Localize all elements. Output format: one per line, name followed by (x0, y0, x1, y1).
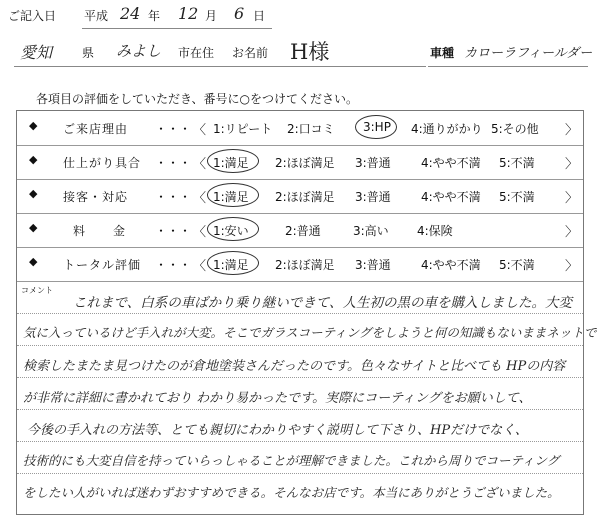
diamond-bullet-icon: ◆ (29, 187, 38, 200)
row-label: 接客・対応 (63, 190, 129, 204)
comment-line: 検索したまたま見つけたのが倉地塗装さんだったのです。色々なサイトと比べても HPの内容 (23, 359, 566, 374)
car-label: 車種 (430, 46, 455, 60)
comment-rule (17, 345, 583, 346)
row-label: 仕上がり具合 (63, 156, 142, 170)
option[interactable]: 4:通りがかり (411, 122, 483, 136)
name-label: お名前 (232, 46, 269, 60)
close-bracket: 〉 (565, 157, 579, 172)
comment-rule (17, 441, 583, 442)
close-bracket: 〉 (565, 191, 579, 206)
option[interactable]: 5:不満 (499, 156, 535, 170)
prefecture-unit: 県 (82, 46, 95, 60)
open-bracket: 〈 (193, 157, 207, 172)
selection-circle (207, 217, 259, 241)
era-label: 平成 (84, 9, 109, 23)
comment-rule (17, 377, 583, 378)
comment-rule (17, 473, 583, 474)
evaluation-box (16, 110, 597, 515)
option-selected[interactable]: 1:安い (213, 224, 249, 238)
selection-circle (207, 149, 259, 173)
option[interactable]: 2:ほぼ満足 (275, 156, 335, 170)
option[interactable]: 3:普通 (355, 156, 391, 170)
day-value: 6 (234, 4, 245, 23)
selection-circle (355, 115, 397, 139)
row-label: ご来店理由 (63, 122, 129, 136)
open-bracket: 〈 (193, 123, 207, 138)
comment-line: 技術的にも大変自信を持っていらっしゃることが理解できました。これから周りでコーティング (23, 453, 560, 468)
open-bracket: 〈 (193, 225, 207, 240)
option[interactable]: 3:普通 (355, 190, 391, 204)
option[interactable]: 4:やや不満 (421, 190, 481, 204)
option-selected[interactable]: 1:満足 (213, 258, 249, 272)
open-bracket: 〈 (193, 259, 207, 274)
option[interactable]: 4:保険 (417, 224, 453, 238)
row-label: 料 金 (73, 224, 134, 238)
row-label: トータル評価 (63, 258, 142, 272)
row-dots: ・・・ (155, 122, 192, 136)
option[interactable]: 2:ほぼ満足 (275, 190, 335, 204)
option[interactable]: 2:口コミ (287, 122, 335, 136)
prefecture-value: 愛知 (20, 43, 53, 62)
open-bracket: 〈 (193, 191, 207, 206)
close-bracket: 〉 (565, 123, 579, 138)
option[interactable]: 1:リピート (213, 122, 273, 136)
option-selected[interactable]: 3:HP (363, 120, 391, 134)
row-dots: ・・・ (155, 224, 192, 238)
option-selected[interactable]: 1:満足 (213, 156, 249, 170)
close-bracket: 〉 (565, 225, 579, 240)
close-bracket: 〉 (565, 259, 579, 274)
comment-line: 今後の手入れの方法等、とても親切にわかりやすく説明して下さり、HPだけでなく、 (27, 423, 528, 438)
diamond-bullet-icon: ◆ (29, 119, 38, 132)
comment-line: これまで、白系の車ばかり乗り継いできて、人生初の黒の車を購入しました。大変 (73, 295, 572, 311)
year-value: 24 (120, 4, 141, 23)
option[interactable]: 4:やや不満 (421, 258, 481, 272)
row-customer-service (17, 179, 583, 214)
day-unit: 日 (253, 9, 266, 23)
selection-circle (207, 251, 259, 275)
comment-line: をしたい人がいれば迷わずおすすめできる。そんなお店です。本当にありがとうございました。 (23, 485, 560, 500)
option[interactable]: 4:やや不満 (421, 156, 481, 170)
row-finish-quality (17, 145, 583, 180)
car-underline (428, 66, 588, 67)
diamond-bullet-icon: ◆ (29, 153, 38, 166)
month-value: 12 (178, 4, 199, 23)
comment-line: 気に入っているけど手入れが大変。そこでガラスコーティングをしようと何の知識もないままネットで (23, 325, 597, 340)
name-value: H様 (290, 40, 330, 64)
option[interactable]: 2:ほぼ満足 (275, 258, 335, 272)
row-dots: ・・・ (155, 190, 192, 204)
diamond-bullet-icon: ◆ (29, 255, 38, 268)
instruction-text: 各項目の評価をしていただき、番号に○をつけてください。 (36, 92, 358, 106)
comment-rule (17, 313, 583, 314)
row-total-rating (17, 247, 583, 282)
row-visit-reason (17, 111, 583, 146)
comment-line: が非常に詳細に書かれており わかり易かったです。実際にコーティングをお願いして、 (23, 391, 532, 406)
row-dots: ・・・ (155, 156, 192, 170)
year-unit: 年 (148, 9, 161, 23)
option-selected[interactable]: 1:満足 (213, 190, 249, 204)
car-value: カローラフィールダー (464, 46, 593, 61)
option[interactable]: 3:普通 (355, 258, 391, 272)
date-underline (82, 28, 272, 29)
option[interactable]: 5:不満 (499, 258, 535, 272)
comment-label: コメント (21, 286, 53, 295)
customer-underline (14, 66, 426, 67)
diamond-bullet-icon: ◆ (29, 221, 38, 234)
month-unit: 月 (205, 9, 218, 23)
option[interactable]: 3:高い (353, 224, 389, 238)
option[interactable]: 5:不満 (499, 190, 535, 204)
date-label: ご記入日 (8, 9, 57, 23)
row-dots: ・・・ (155, 258, 192, 272)
city-value: みよし (116, 42, 162, 60)
option[interactable]: 2:普通 (285, 224, 321, 238)
comment-rule (17, 409, 583, 410)
row-price (17, 213, 583, 248)
city-unit: 市在住 (178, 46, 215, 60)
selection-circle (207, 183, 259, 207)
option[interactable]: 5:その他 (491, 122, 539, 136)
